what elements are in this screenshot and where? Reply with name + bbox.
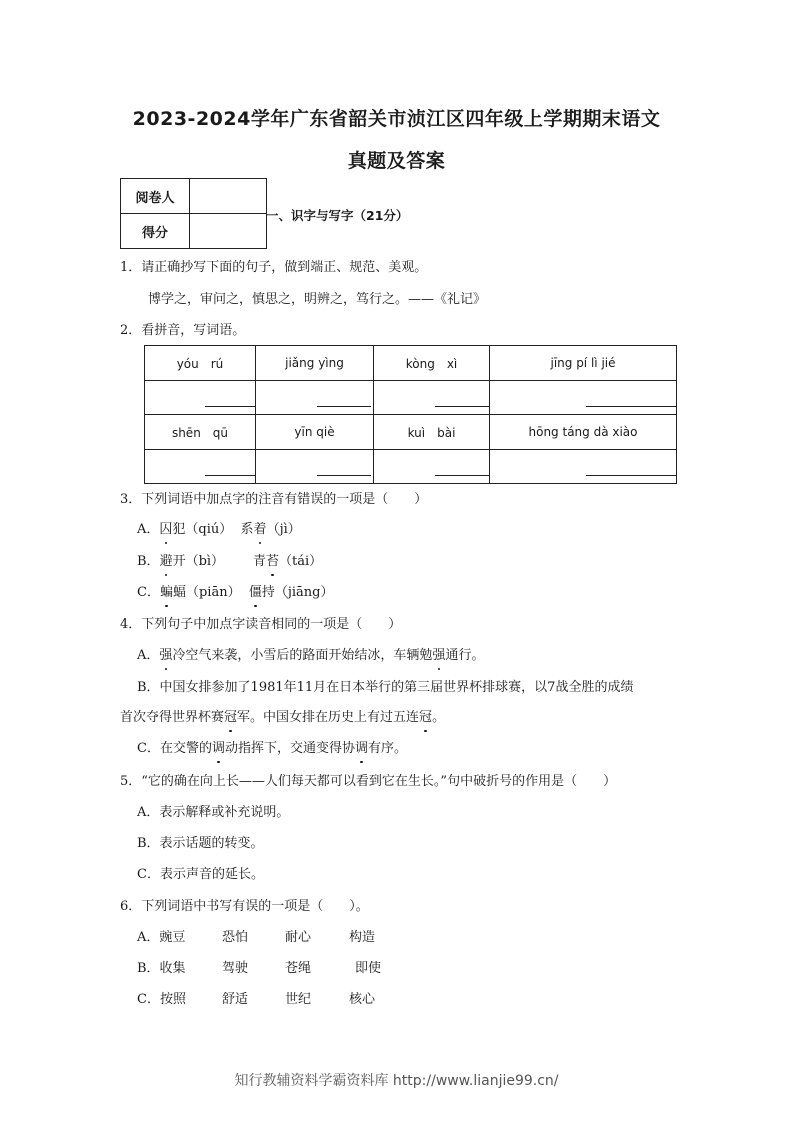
option-text: 犯（qiú） [172,522,233,537]
option-letter: A． [137,648,160,663]
reviewer-cell[interactable] [190,179,267,214]
q6-word: 苍绳 [285,961,312,976]
pinyin-cell: shēn qū [145,415,256,450]
section-heading: 一、识字与写字（21分） [266,208,409,223]
q5-stem: 5．“它的确在向上长——人们每天都可以看到它在生长。”句中破折号的作用是（ ） [120,774,617,789]
dotted-char: 调 [354,741,368,756]
q6-word: 恐怕 [222,930,249,945]
dotted-char: 囚 [159,522,173,537]
option-text: 青 [253,554,267,569]
pinyin-cell: hōng táng dà xiào [490,415,677,450]
q6-option-c: C．按照 [137,992,186,1007]
dotted-char: 着 [253,522,267,537]
option-text: 冷空气来袭，小雪后的路面开始结冰，车辆勉 [172,648,433,663]
option-text: 系 [240,522,254,537]
dotted-char: 强 [432,648,446,663]
footer-watermark: 知行教辅资料学霸资料库 http://www.lianjie99.cn/ [234,1073,559,1089]
option-text: 蝠（piān） [172,585,241,600]
q4-option-b-line1: B．中国女排参加了1981年11月在日本举行的第三届世界杯排球赛，以7战全胜的成绩 [137,680,634,695]
option-text: 通行。 [445,648,485,663]
q6-word: 驾驶 [222,961,249,976]
dotted-char: 冠 [419,710,433,725]
q6-word: 构造 [349,930,376,945]
q4-option-b-line2 [120,709,445,727]
dotted-char: 僵 [248,585,262,600]
option-text: C．在交警的 [137,741,212,756]
q3-stem: 3．下列词语中加点字的注音有错误的一项是（ ） [120,492,428,507]
dotted-char: 调 [211,741,225,756]
q6-word: 耐心 [285,930,312,945]
q6-word: 即使 [355,961,382,976]
answer-cell[interactable] [256,450,374,484]
dotted-char: 蝙 [159,585,173,600]
option-text: 。 [432,710,446,725]
answer-cell[interactable] [490,450,677,484]
option-text: 有序。 [368,741,408,756]
dotted-char: 强 [159,648,173,663]
pinyin-cell: kòng xì [374,346,490,381]
q6-option-a: A．豌豆 [137,930,186,945]
answer-cell[interactable] [145,450,256,484]
option-letter: B． [137,554,160,569]
q2-stem: 2．看拼音，写词语。 [120,323,246,338]
q6-option-b: B．收集 [137,961,186,976]
option-text: 开（bì） [172,554,225,569]
dotted-char: 苔 [266,554,280,569]
pinyin-table [144,345,677,484]
q6-word: 核心 [349,992,376,1007]
q5-option-b: B．表示话题的转变。 [137,836,264,851]
answer-cell[interactable] [145,381,256,415]
option-text: 首次夺得世界杯赛 [120,710,225,725]
dotted-char: 避 [159,554,173,569]
dotted-char: 冠 [224,710,238,725]
score-cell[interactable] [190,214,267,249]
answer-cell[interactable] [490,381,677,415]
q6-word: 舒适 [222,992,249,1007]
q6-word: 世纪 [285,992,312,1007]
pinyin-cell: yóu rú [145,346,256,381]
q6-stem: 6．下列词语中书写有误的一项是（ ）。 [120,899,369,914]
option-letter: A． [137,522,160,537]
answer-cell[interactable] [374,450,490,484]
option-text: （jì） [266,522,301,537]
option-letter: C． [137,585,160,600]
score-label: 得分 [121,214,190,249]
q4-stem: 4．下列句子中加点字读音相同的一项是（ ） [120,617,402,632]
q4-option-c [137,740,407,758]
doc-title-line2: 真题及答案 [347,150,446,172]
pinyin-cell: kuì bài [374,415,490,450]
q5-option-c: C．表示声音的延长。 [137,867,264,882]
q1-stem: 1．请正确抄写下面的句子，做到端正、规范、美观。 [120,260,428,275]
pinyin-cell: yīn qiè [256,415,374,450]
pinyin-cell: jīng pí lì jié [490,346,677,381]
option-text: 持（jiāng） [261,585,334,600]
q3-option-b [137,553,322,571]
q1-quote: 博学之，审问之，慎思之，明辨之，笃行之。——《礼记》 [148,292,487,307]
q3-option-a [137,521,301,539]
q5-option-a: A．表示解释或补充说明。 [137,805,290,820]
option-text: 军。中国女排在历史上有过五连 [237,710,420,725]
pinyin-cell: jiǎng yìng [256,346,374,381]
q4-option-a [137,647,484,665]
score-table [120,178,267,249]
option-text: 动指挥下，交通变得协 [224,741,355,756]
answer-cell[interactable] [256,381,374,415]
doc-title-line1: 2023-2024学年广东省韶关市浈江区四年级上学期期末语文 [132,108,661,130]
q3-option-c [137,584,334,602]
reviewer-label: 阅卷人 [121,179,190,214]
option-text: （tái） [279,554,323,569]
answer-cell[interactable] [374,381,490,415]
